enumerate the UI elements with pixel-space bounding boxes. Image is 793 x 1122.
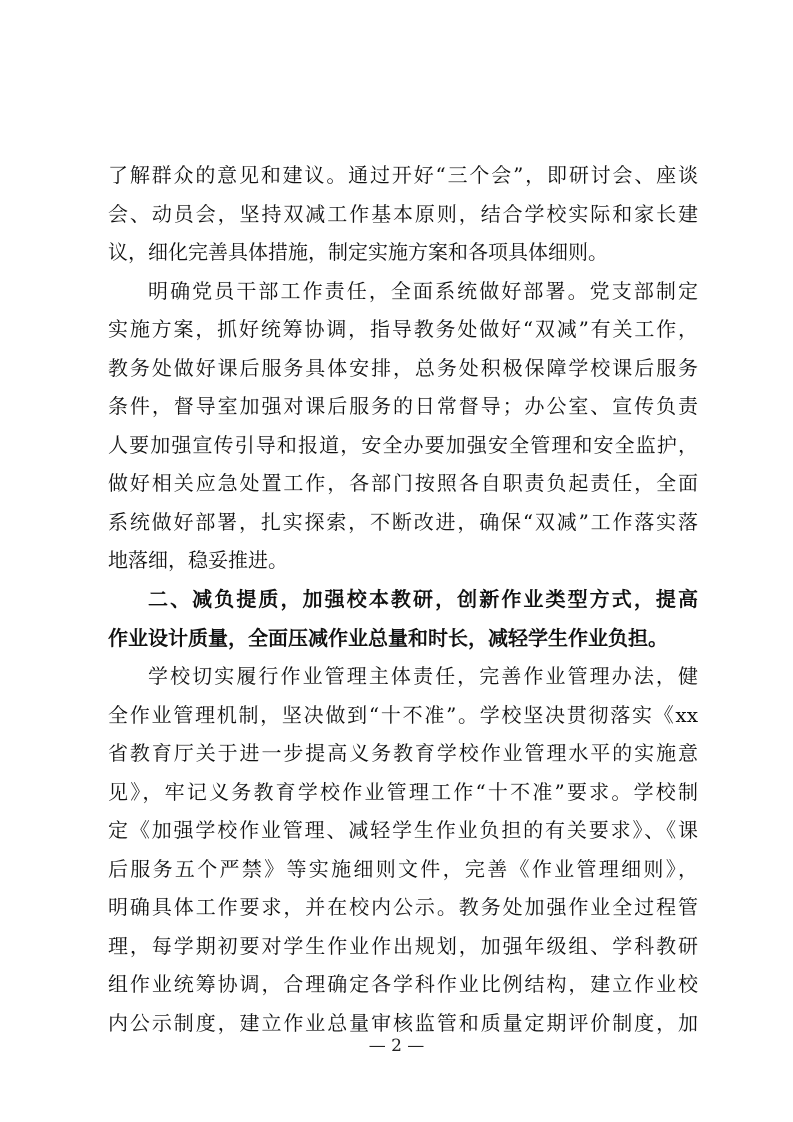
text-line: 了解群众的意见和建议。通过开好“三个会”，即研讨会、座谈 [108, 163, 698, 187]
text-line: 全作业管理机制，坚决做到“十不准”。学校坚决贯彻落实《xx [108, 702, 698, 727]
text-line: 教务处做好课后服务具体安排，总务处积极保障学校课后服务 [108, 355, 698, 380]
text-line: 见》，牢记义务教育学校作业管理工作“十不准”要求。学校制 [108, 779, 698, 804]
text-line: 组作业统筹协调，合理确定各学科作业比例结构，建立作业校 [108, 972, 698, 997]
text-line: 后服务五个严禁》等实施细则文件，完善《作业管理细则》， [108, 856, 698, 881]
text-line: 人要加强宣传引导和报道，安全办要加强安全管理和安全监护， [108, 432, 698, 457]
text-line: 做好相关应急处置工作，各部门按照各自职责负起责任，全面 [108, 471, 698, 496]
text-line: 学校切实履行作业管理主体责任，完善作业管理办法，健 [148, 664, 698, 689]
text-line: 二、减负提质，加强校本教研，创新作业类型方式，提高 [148, 587, 698, 612]
text-line: 议，细化完善具体措施，制定实施方案和各项具体细则。 [108, 240, 608, 265]
document-body [108, 156, 698, 1043]
section-heading [108, 580, 698, 657]
text-line: 定《加强学校作业管理、减轻学生作业负担的有关要求》、《课 [108, 818, 698, 843]
text-line: 明确党员干部工作责任，全面系统做好部署。党支部制定 [148, 278, 698, 303]
text-line: 作业设计质量，全面压减作业总量和时长，减轻学生作业负担。 [108, 625, 668, 650]
text-line: 明确具体工作要求，并在校内公示。教务处加强作业全过程管 [108, 895, 698, 920]
text-line: 地落细，稳妥推进。 [108, 548, 288, 573]
text-line: 实施方案，抓好统筹协调，指导教务处做好“双减”有关工作， [108, 317, 698, 342]
text-line: 理，每学期初要对学生作业作出规划，加强年级组、学科教研 [108, 933, 698, 958]
text-line: 省教育厅关于进一步提高义务教育学校作业管理水平的实施意 [108, 741, 698, 766]
paragraph [108, 657, 698, 1042]
paragraph [108, 156, 698, 272]
paragraph [108, 272, 698, 580]
page-number: — 2 — [368, 1036, 425, 1056]
text-line: 条件，督导室加强对课后服务的日常督导；办公室、宣传负责 [108, 394, 698, 419]
text-line: 系统做好部署，扎实探索，不断改进，确保“双减”工作落实落 [108, 509, 698, 534]
text-line: 会、动员会，坚持双减工作基本原则，结合学校实际和家长建 [108, 201, 698, 226]
text-line: 内公示制度，建立作业总量审核监管和质量定期评价制度，加 [108, 1011, 698, 1036]
